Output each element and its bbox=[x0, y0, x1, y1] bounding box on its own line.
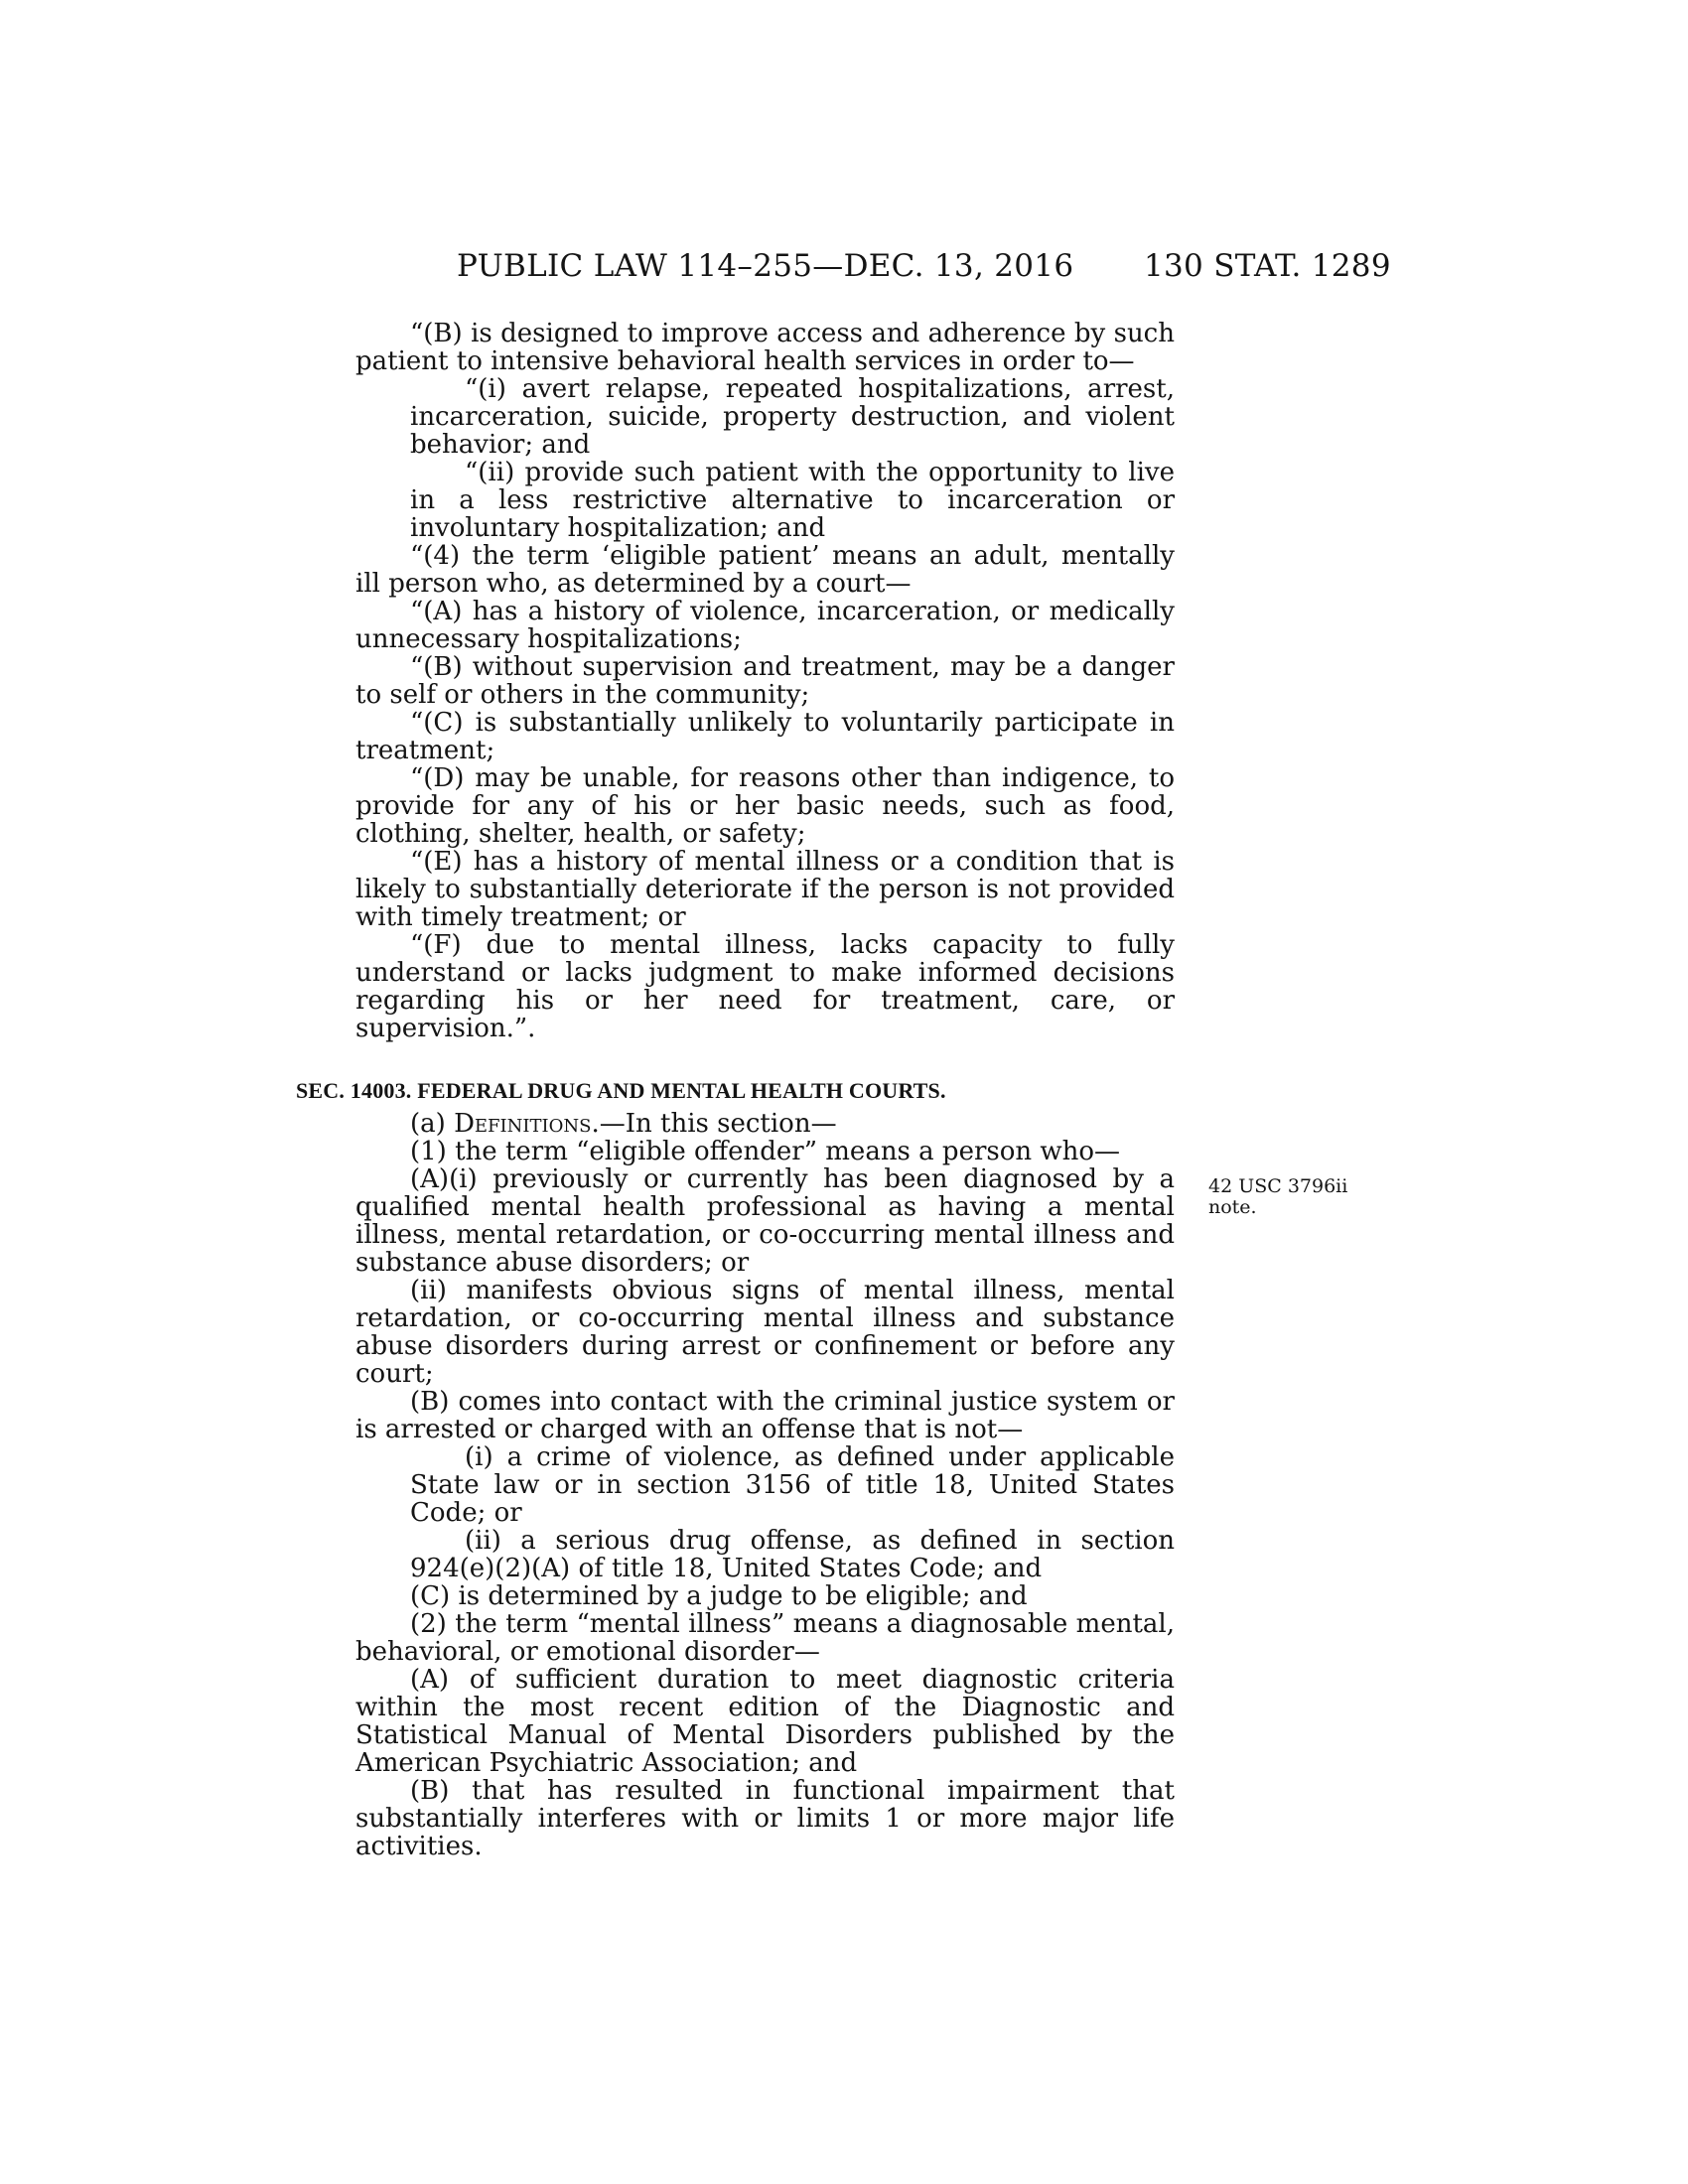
paragraph: (1) the term “eligible offender” means a person who— bbox=[410, 1137, 1121, 1166]
paragraph: (C) is determined by a judge to be eligible; and bbox=[410, 1581, 1028, 1611]
paragraph: (B) that has resulted in functional impairment that substantially interferes with or limits 1 or more major life activities. bbox=[355, 1776, 1175, 1861]
paragraph: “(D) may be unable, for reasons other than indigence, to provide for any of his or her basic needs, such as food, clothing, shelter, health, or safety; bbox=[355, 763, 1175, 849]
definitions-label: Definitions bbox=[454, 1109, 592, 1139]
paragraph: (ii) manifests obvious signs of mental illness, mental retardation, or co-occurring mental illness and substance abuse disorders during arrest or confinement or before any court; bbox=[355, 1276, 1175, 1389]
paragraph: (A) of sufficient duration to meet diagnostic criteria within the most recent edition of the Diagnostic and Statistical Manual of Mental Disorders published by the American Psychiatric Association; and bbox=[355, 1665, 1175, 1778]
paragraph: “(E) has a history of mental illness or a condition that is likely to substantially deteriorate if the person is not provided with timely treatment; or bbox=[355, 847, 1175, 932]
paragraph: (2) the term “mental illness” means a diagnosable mental, behavioral, or emotional disorder— bbox=[355, 1609, 1175, 1667]
paragraph: (i) a crime of violence, as defined under applicable State law or in section 3156 of title 18, United States Code; or bbox=[410, 1442, 1175, 1528]
paragraph: “(F) due to mental illness, lacks capacity to fully understand or lacks judgment to make informed decisions regarding his or her need for treatment, care, or supervision.”. bbox=[355, 930, 1175, 1043]
paragraph: (B) comes into contact with the criminal justice system or is arrested or charged with an offense that is not— bbox=[355, 1387, 1175, 1444]
running-header-left: PUBLIC LAW 114–255—DEC. 13, 2016 bbox=[457, 248, 1074, 284]
bottom-paragraphs bbox=[355, 1138, 1175, 1860]
paragraph: “(B) without supervision and treatment, may be a danger to self or others in the community; bbox=[355, 652, 1175, 710]
margin-note bbox=[1208, 1176, 1347, 1218]
paragraph: “(ii) provide such patient with the opportunity to live in a less restrictive alternative to incarceration or involuntary hospitalization; and bbox=[410, 458, 1175, 543]
section-heading: SEC. 14003. FEDERAL DRUG AND MENTAL HEALTH COURTS. bbox=[296, 1078, 946, 1103]
paragraph: (ii) a serious drug offense, as defined in section 924(e)(2)(A) of title 18, United States Code; and bbox=[410, 1526, 1175, 1583]
running-header-page-number: 130 STAT. 1289 bbox=[1144, 248, 1391, 284]
paragraph: “(B) is designed to improve access and adherence by such patient to intensive behavioral health services in order to— bbox=[355, 319, 1175, 376]
paragraph: “(C) is substantially unlikely to voluntarily participate in treatment; bbox=[355, 708, 1175, 765]
margin-note-line: 42 USC 3796ii bbox=[1208, 1175, 1348, 1197]
margin-note-line: note. bbox=[1208, 1196, 1257, 1218]
paragraph: “(A) has a history of violence, incarceration, or medically unnecessary hospitalizations; bbox=[355, 597, 1175, 654]
paragraph: “(i) avert relapse, repeated hospitalizations, arrest, incarceration, suicide, property destruction, and violent behavior; and bbox=[410, 374, 1175, 460]
definitions-paragraph: (a) Definitions.—In this section— bbox=[410, 1109, 837, 1139]
paragraph: (A)(i) previously or currently has been diagnosed by a qualified mental health professional as having a mental illness, mental retardation, or co-occurring mental illness and substance abuse disorders; or bbox=[355, 1164, 1175, 1278]
document-body bbox=[296, 319, 1175, 1861]
definitions-rest: .—In this section— bbox=[591, 1109, 837, 1139]
top-paragraphs bbox=[355, 320, 1175, 1042]
paragraph: “(4) the term ‘eligible patient’ means an adult, mentally ill person who, as determined by a court— bbox=[355, 541, 1175, 599]
